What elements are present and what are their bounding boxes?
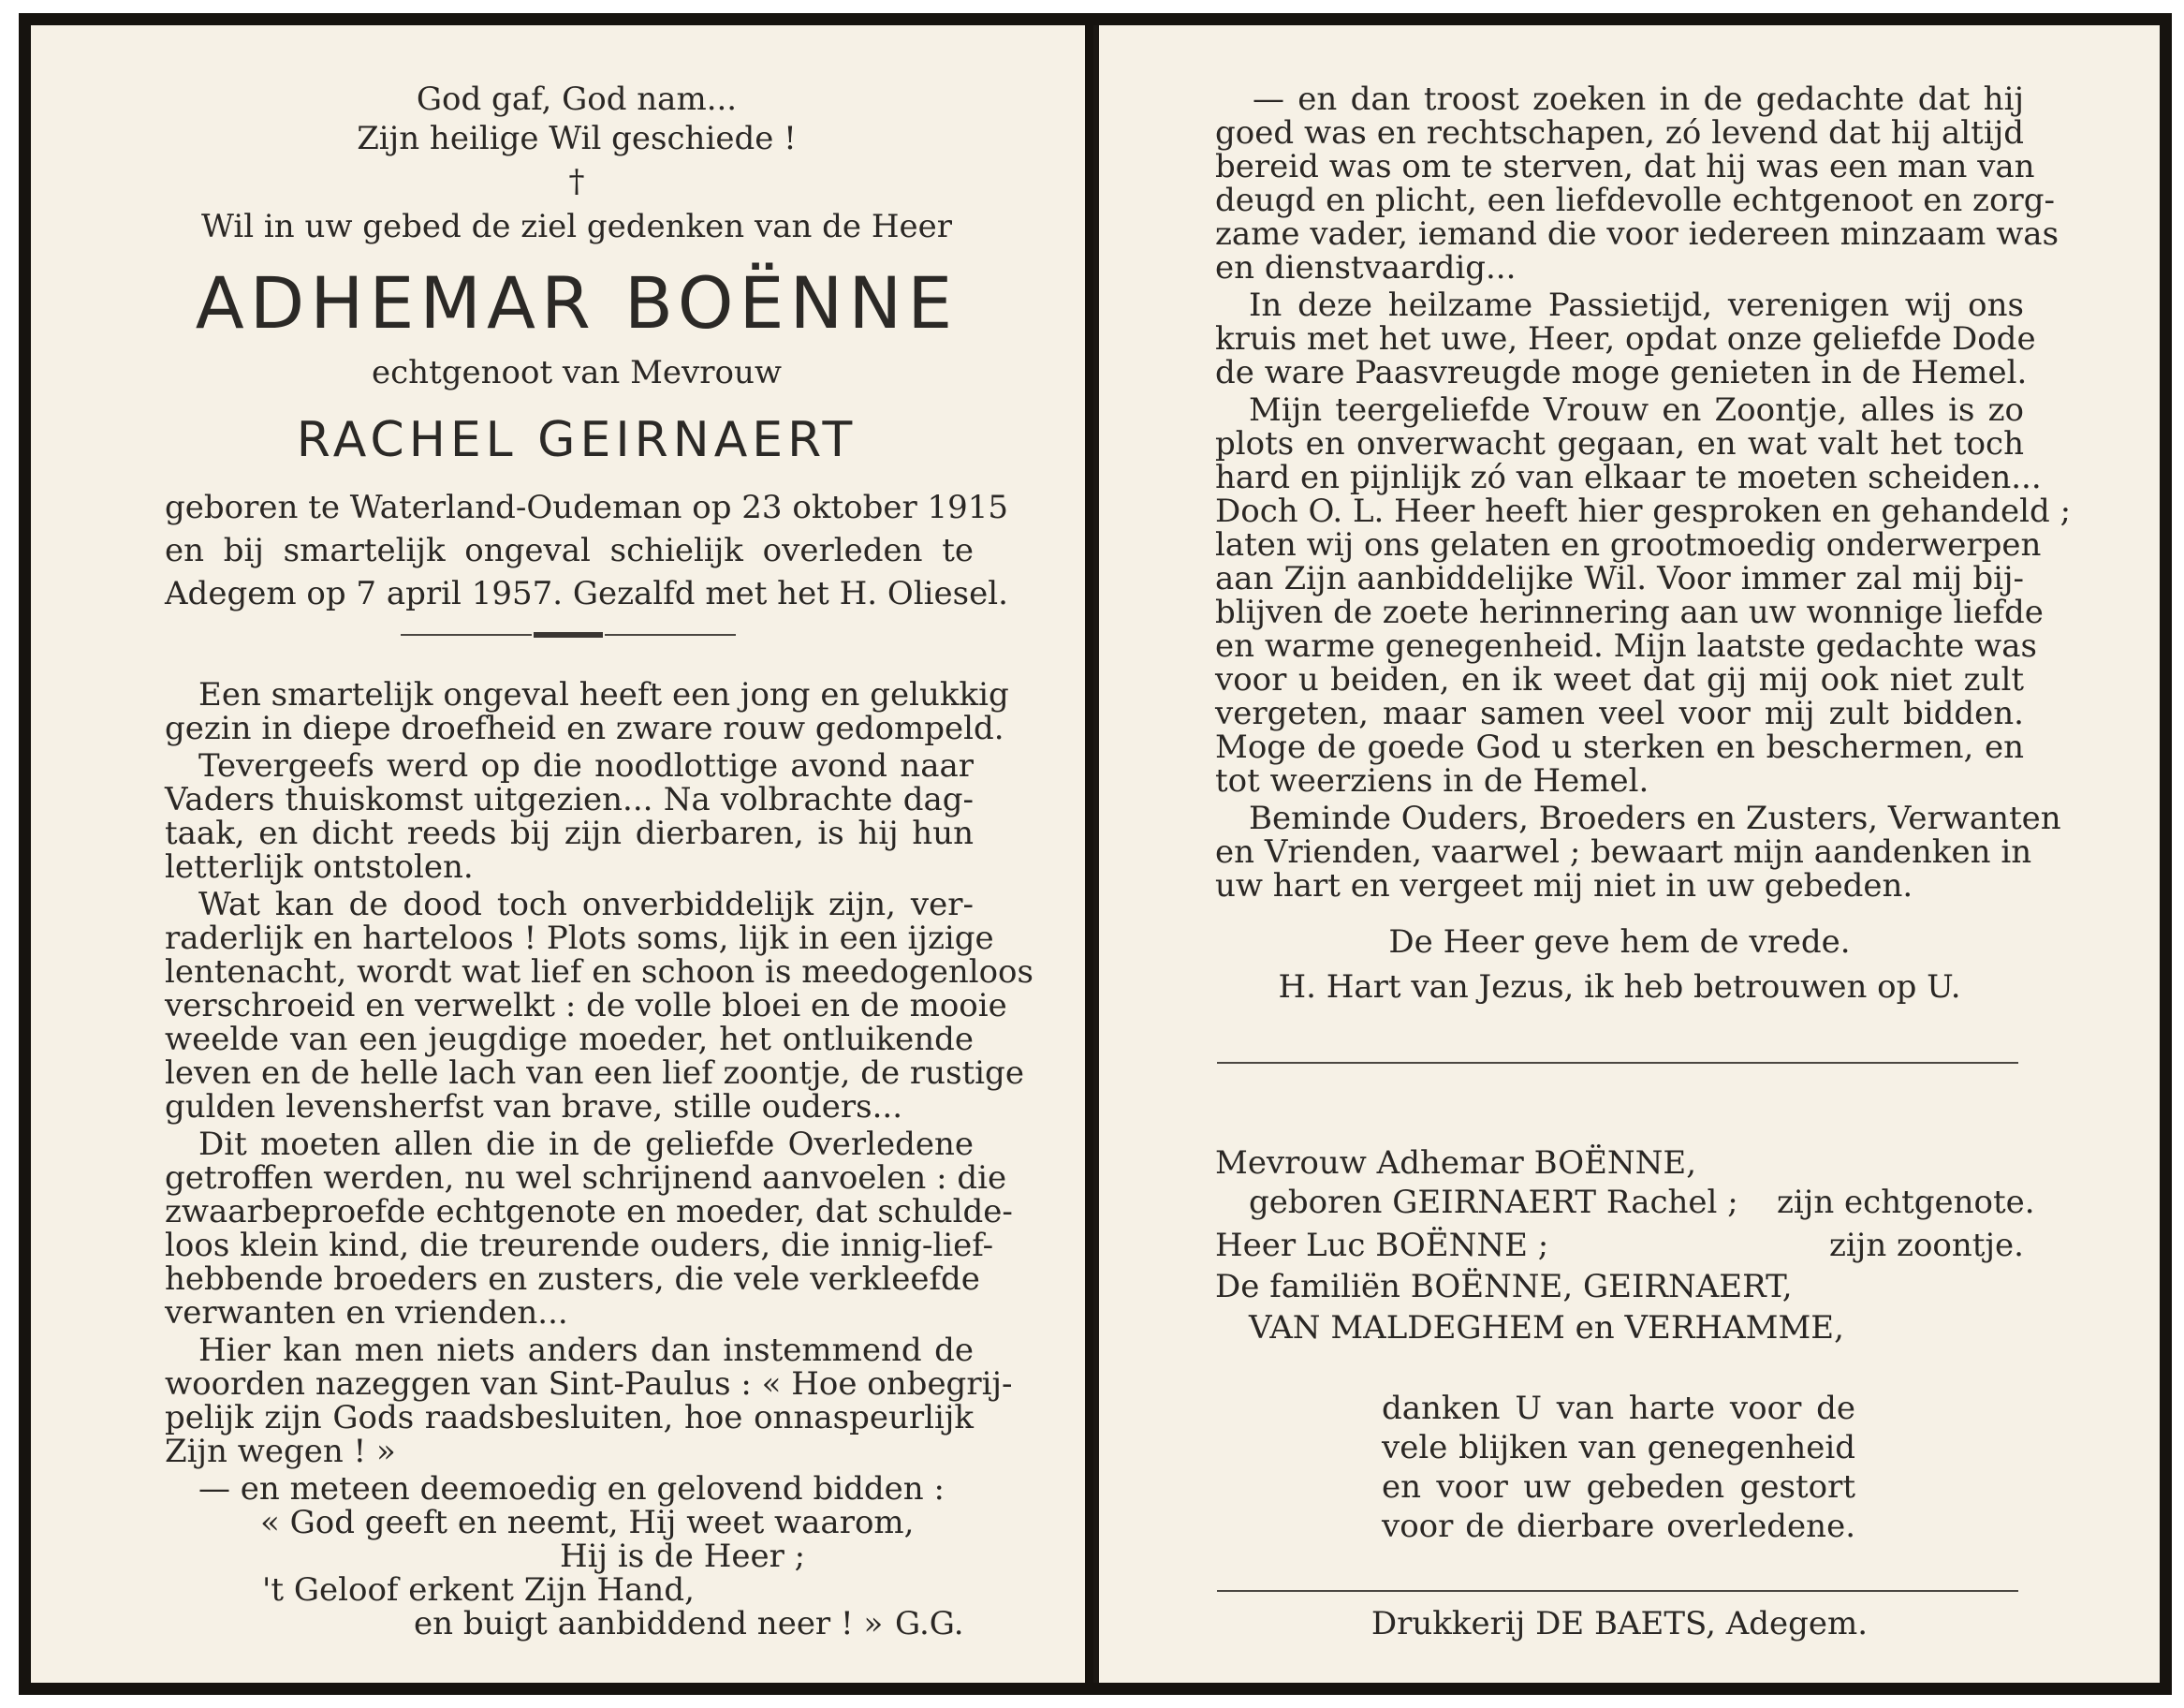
family-line: VAN MALDEGHEM en VERHAMME, xyxy=(1249,1309,1844,1347)
spouse-name: RACHEL GEIRNAERT xyxy=(296,412,857,468)
body-line: laten wij ons gelaten en grootmoedig onderwerpen xyxy=(1215,526,2042,564)
body-line: Wat kan de dood toch onverbiddelijk zijn, ver- xyxy=(198,886,974,923)
body-line: Zijn wegen ! » xyxy=(165,1433,396,1470)
family-role: zijn zoontje. xyxy=(1829,1227,2024,1264)
body-line: pelijk zijn Gods raadsbesluiten, hoe onnaspeurlijk xyxy=(165,1399,974,1436)
poem-line: Hij is de Heer ; xyxy=(560,1538,806,1575)
poem-line: en buigt aanbiddend neer ! » xyxy=(414,1605,884,1642)
body-line: letterlijk ontstolen. xyxy=(165,848,474,886)
body-line: raderlijk en harteloos ! Plots soms, lijk in een ijzige xyxy=(165,920,994,957)
dates-line: Adegem op 7 april 1957. Gezalfd met het H. Oliesel. xyxy=(165,575,1008,612)
family-line: De familiën BOËNNE, GEIRNAERT, xyxy=(1215,1268,1793,1305)
poem-line: — en meteen deemoedig en gelovend bidden : xyxy=(198,1470,945,1508)
family-line: geboren GEIRNAERT Rachel ; xyxy=(1249,1184,1738,1221)
body-line: In deze heilzame Passietijd, verenigen wij ons xyxy=(1249,287,2024,324)
body-line: bereid was om te sterven, dat hij was een man van xyxy=(1215,148,2035,185)
body-line: — en dan troost zoeken in de gedachte dat hij xyxy=(1253,81,2024,118)
thanks-line: voor de dierbare overledene. xyxy=(1382,1508,1855,1545)
body-line: lentenacht, wordt wat lief en schoon is meedogenloos xyxy=(165,953,1033,991)
body-line: tot weerziens in de Hemel. xyxy=(1215,762,1649,800)
closing-line: H. Hart van Jezus, ik heb betrouwen op U. xyxy=(1278,968,1961,1006)
family-role: zijn echtgenote. xyxy=(1777,1184,2035,1221)
thanks-line: vele blijken van genegenheid xyxy=(1382,1429,1855,1466)
body-line: de ware Paasvreugde moge genieten in de Hemel. xyxy=(1215,354,2028,391)
body-line: aan Zijn aanbiddelijke Wil. Voor immer zal mij bij- xyxy=(1215,560,2024,597)
closing-line: De Heer geve hem de vrede. xyxy=(1388,923,1851,961)
deceased-name: ADHEMAR BOËNNE xyxy=(195,261,959,345)
prayer-line: Wil in uw gebed de ziel gedenken van de Heer xyxy=(200,208,953,245)
body-line: plots en onverwacht gegaan, en wat valt het toch xyxy=(1215,425,2024,463)
body-line: Een smartelijk ongeval heeft een jong en gelukkig xyxy=(198,676,1009,714)
body-line: Beminde Ouders, Broeders en Zusters, Verwanten xyxy=(1249,800,2061,837)
cross-icon: † xyxy=(568,163,585,200)
body-line: loos klein kind, die treurende ouders, die innig-lief- xyxy=(165,1227,994,1264)
body-line: Dit moeten allen die in de geliefde Overledene xyxy=(198,1126,974,1163)
body-line: woorden nazeggen van Sint-Paulus : « Hoe onbegrij- xyxy=(165,1365,1013,1403)
poem-line: « God geeft en neemt, Hij weet waarom, xyxy=(260,1504,915,1541)
body-line: deugd en plicht, een liefdevolle echtgenoot en zorg- xyxy=(1215,182,2055,219)
divider-left xyxy=(401,634,532,636)
poem-author: G.G. xyxy=(895,1605,964,1642)
body-line: blijven de zoete herinnering aan uw wonnige liefde xyxy=(1215,594,2044,631)
dates-line: geboren te Waterland-Oudeman op 23 oktober 1915 xyxy=(165,489,1009,526)
body-line: Hier kan men niets anders dan instemmend de xyxy=(198,1332,974,1369)
intro-line: Zijn heilige Wil geschiede ! xyxy=(357,120,797,157)
dates-line: en bij smartelijk ongeval schielijk overleden te xyxy=(165,532,974,569)
body-line: zwaarbeproefde echtgenote en moeder, dat schulde- xyxy=(165,1193,1013,1230)
footer-divider xyxy=(1217,1590,2018,1592)
body-line: Mijn teergeliefde Vrouw en Zoontje, alles is zo xyxy=(1249,391,2024,429)
body-line: verschroeid en verwelkt : de volle bloei en de mooie xyxy=(165,987,1007,1024)
body-line: hebbende broeders en zusters, die vele verkleefde xyxy=(165,1260,980,1298)
intro-line: God gaf, God nam... xyxy=(416,81,738,118)
body-line: goed was en rechtschapen, zó levend dat hij altijd xyxy=(1215,114,2024,152)
body-line: en warme genegenheid. Mijn laatste gedachte was xyxy=(1215,627,2037,665)
card-fold xyxy=(1093,25,1099,1683)
family-line: Mevrouw Adhemar BOËNNE, xyxy=(1215,1144,1697,1182)
body-line: Vaders thuiskomst uitgezien... Na volbrachte dag- xyxy=(165,781,974,818)
poem-line: 't Geloof erkent Zijn Hand, xyxy=(262,1571,695,1609)
body-line: leven en de helle lach van een lief zoontje, de rustige xyxy=(165,1054,1024,1092)
divider-right xyxy=(605,634,736,636)
body-line: gulden levensherfst van brave, stille ouders... xyxy=(165,1088,903,1126)
body-line: en Vrienden, vaarwel ; bewaart mijn aandenken in xyxy=(1215,833,2032,871)
body-line: verwanten en vrienden... xyxy=(165,1294,568,1332)
body-line: Tevergeefs werd op die noodlottige avond naar xyxy=(198,747,974,785)
body-line: Doch O. L. Heer heeft hier gesproken en gehandeld ; xyxy=(1215,493,2072,530)
section-divider xyxy=(1217,1062,2018,1064)
body-line: weelde van een jeugdige moeder, het ontluikende xyxy=(165,1021,974,1058)
body-line: voor u beiden, en ik weet dat gij mij ook niet zult xyxy=(1215,661,2024,699)
thanks-line: danken U van harte voor de xyxy=(1382,1390,1855,1427)
family-line: Heer Luc BOËNNE ; xyxy=(1215,1227,1549,1264)
body-line: en dienstvaardig... xyxy=(1215,249,1517,287)
thanks-line: en voor uw gebeden gestort xyxy=(1382,1468,1855,1506)
body-line: uw hart en vergeet mij niet in uw gebeden. xyxy=(1215,867,1913,905)
body-line: hard en pijnlijk zó van elkaar te moeten scheiden... xyxy=(1215,459,2042,496)
body-line: gezin in diepe droefheid en zware rouw gedompeld. xyxy=(165,710,1004,747)
body-line: taak, en dicht reeds bij zijn dierbaren, is hij hun xyxy=(165,815,974,852)
body-line: getroffen werden, nu wel schrijnend aanvoelen : die xyxy=(165,1159,1007,1197)
divider-ornament xyxy=(534,632,603,638)
body-line: Moge de goede God u sterken en beschermen, en xyxy=(1215,729,2024,766)
printer-credit: Drukkerij DE BAETS, Adegem. xyxy=(1370,1605,1869,1642)
body-line: zame vader, iemand die voor iedereen minzaam was xyxy=(1215,215,2059,253)
body-line: vergeten, maar samen veel voor mij zult bidden. xyxy=(1215,695,2024,732)
spouse-intro: echtgenoot van Mevrouw xyxy=(372,354,782,391)
body-line: kruis met het uwe, Heer, opdat onze geliefde Dode xyxy=(1215,320,2036,358)
